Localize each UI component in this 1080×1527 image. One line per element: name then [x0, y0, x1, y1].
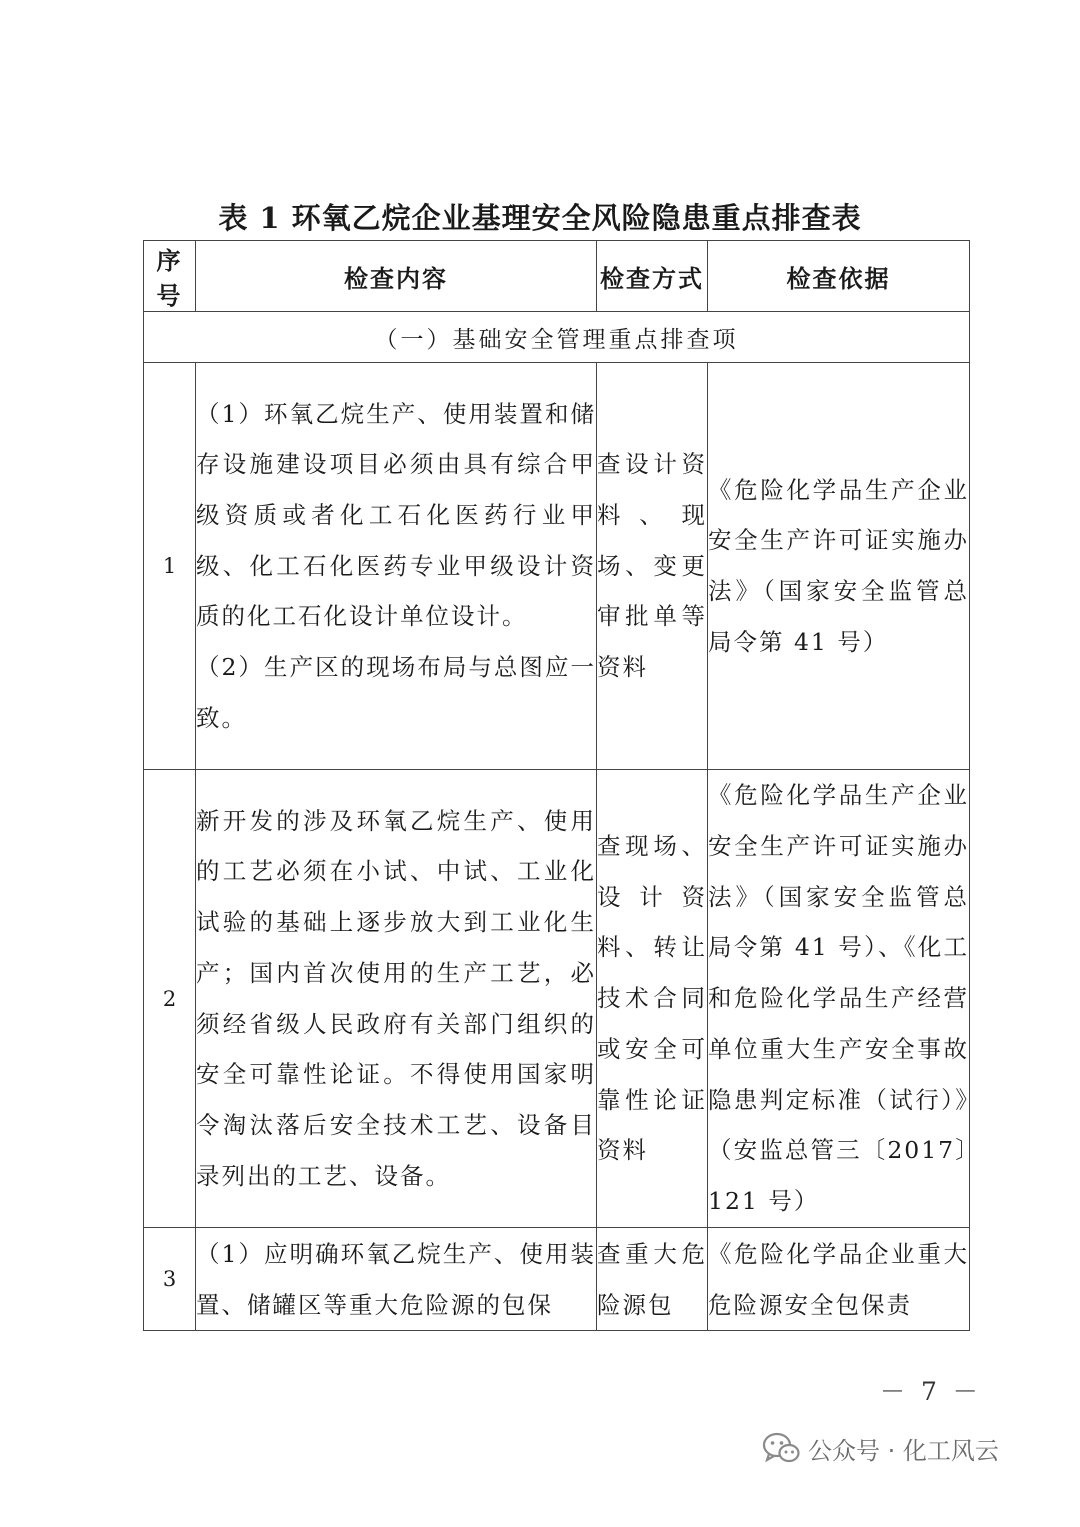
row-method: 查现场、设计资料、转让技术合同或安全可靠性论证资料: [597, 770, 708, 1228]
row-number: 2: [144, 770, 196, 1228]
header-method: 检查方式: [597, 241, 708, 312]
table-header-row: [144, 241, 970, 312]
page-number: － 7 －: [880, 1377, 982, 1406]
row-method: 查重大危险源包: [597, 1228, 708, 1331]
table-row: [144, 1228, 970, 1331]
header-basis: 检查依据: [708, 241, 970, 312]
header-serial: 序号: [144, 241, 196, 312]
row-basis: 《危险化学品生产企业安全生产许可证实施办法》（国家安全监管总局令第 41 号）、《化工和危险化学品生产经营单位重大生产安全事故隐患判定标准（试行）》（安监总管三〔2017〕121 号）: [708, 770, 970, 1228]
row-method: 查设计资料、现场、变更审批单等资料: [597, 363, 708, 770]
row-content: 新开发的涉及环氧乙烷生产、使用的工艺必须在小试、中试、工业化试验的基础上逐步放大到工业化生产；国内首次使用的生产工艺，必须经省级人民政府有关部门组织的安全可靠性论证。不得使用国家明令淘汰落后安全技术工艺、设备目录列出的工艺、设备。: [196, 770, 597, 1228]
table-row: [144, 770, 970, 1228]
row-number: 3: [144, 1228, 196, 1331]
row-basis: 《危险化学品企业重大危险源安全包保责: [708, 1228, 970, 1331]
table-row: [144, 363, 970, 770]
content-paragraph: （1）环氧乙烷生产、使用装置和储存设施建设项目必须由具有综合甲级资质或者化工石化医药行业甲级、化工石化医药专业甲级设计资质的化工石化设计单位设计。: [196, 399, 596, 631]
header-content: 检查内容: [196, 241, 597, 312]
watermark: [762, 1428, 999, 1468]
table-title: 表 1 环氧乙烷企业基理安全风险隐患重点排查表: [218, 201, 862, 235]
content-paragraph: （2）生产区的现场布局与总图应一致。: [196, 653, 596, 732]
row-content: [196, 363, 597, 770]
inspection-table: [143, 240, 970, 1331]
row-content: （1）应明确环氧乙烷生产、使用装置、储罐区等重大危险源的包保: [196, 1228, 597, 1331]
row-basis: 《危险化学品生产企业安全生产许可证实施办法》（国家安全监管总局令第 41 号）: [708, 363, 970, 770]
section-title: （一）基础安全管理重点排查项: [144, 312, 970, 363]
row-number: 1: [144, 363, 196, 770]
section-row: [144, 312, 970, 363]
watermark-text: 公众号 · 化工风云: [808, 1436, 999, 1465]
wechat-icon: [762, 1431, 800, 1465]
